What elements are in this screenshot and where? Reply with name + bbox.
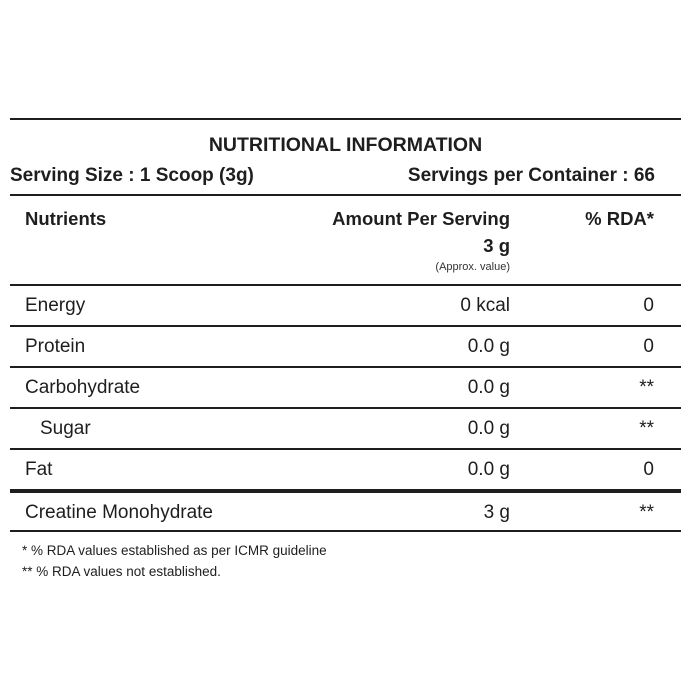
nutrient-amount: 0.0 g: [467, 459, 510, 480]
nutrient-name: Fat: [25, 459, 53, 480]
top-rule: [10, 118, 681, 120]
table-row: [10, 407, 681, 448]
nutrient-rda: **: [639, 418, 654, 439]
table-row: [10, 489, 681, 530]
table-row: [10, 325, 681, 366]
nutrient-amount: 0 kcal: [460, 295, 510, 316]
footnote: * % RDA values established as per ICMR guideline: [22, 543, 327, 558]
label-title: NUTRITIONAL INFORMATION: [208, 134, 483, 156]
header-rda: % RDA*: [585, 208, 654, 229]
nutrient-rda: 0: [643, 295, 654, 316]
nutrient-rda: 0: [643, 459, 654, 480]
table-row: [10, 366, 681, 407]
serving-info: [10, 164, 681, 188]
nutrient-rda: **: [639, 377, 654, 398]
table-row: [10, 448, 681, 489]
nutrient-amount: 3 g: [483, 502, 510, 523]
table-header: [10, 194, 681, 284]
serving-size: Serving Size : 1 Scoop (3g): [10, 165, 254, 186]
approx-value-note: (Approx. value): [435, 261, 510, 273]
nutrient-name-sub: Sugar: [40, 418, 91, 439]
nutrient-name: Carbohydrate: [25, 377, 141, 398]
footnote: ** % RDA values not established.: [22, 564, 221, 579]
nutrient-amount: 0.0 g: [467, 336, 510, 357]
bottom-rule: [10, 530, 681, 532]
footnotes: [10, 540, 681, 582]
header-nutrients: Nutrients: [25, 208, 107, 229]
header-amount: Amount Per Serving: [332, 208, 510, 229]
table-row: [10, 284, 681, 325]
nutrient-rda: 0: [643, 336, 654, 357]
nutrient-name: Energy: [25, 295, 86, 316]
nutrient-name: Creatine Monohydrate: [25, 502, 213, 523]
nutrition-label: [10, 118, 681, 582]
serving-amount-value: 3 g: [483, 235, 510, 256]
nutrient-rda: **: [639, 502, 654, 523]
nutrient-name: Protein: [25, 336, 86, 357]
servings-per-container: Servings per Container : 66: [407, 165, 655, 186]
nutrient-amount: 0.0 g: [467, 418, 510, 439]
nutrient-amount: 0.0 g: [467, 377, 510, 398]
